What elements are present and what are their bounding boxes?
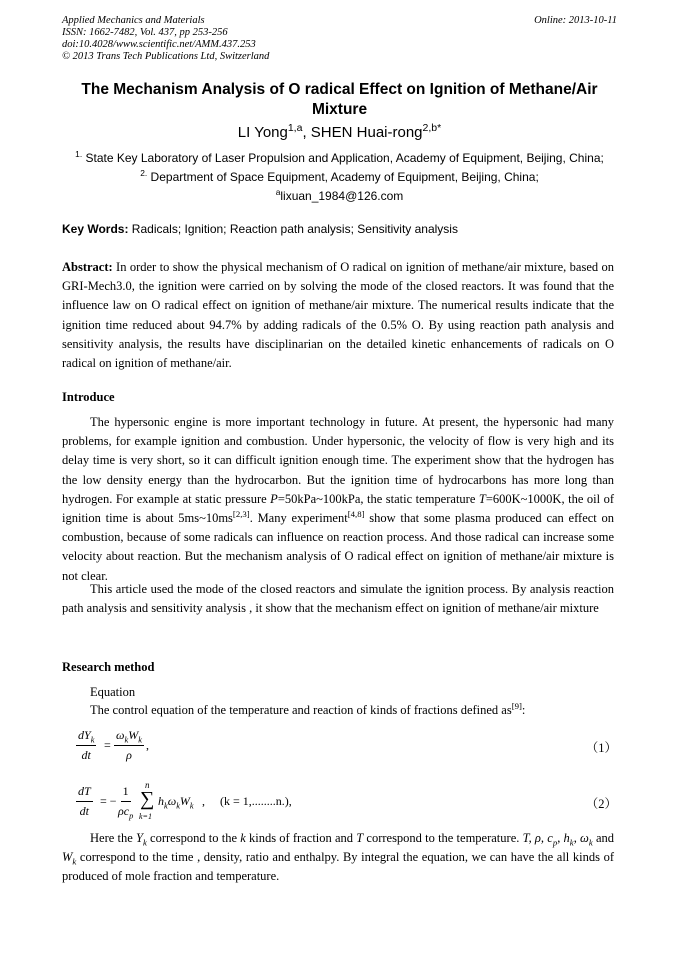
author-2-sup: 2,b* xyxy=(422,122,442,134)
eq2-h: h xyxy=(158,794,164,808)
m-p3-Ysub: k xyxy=(142,837,147,848)
m-p3-e: , xyxy=(557,831,564,845)
issn-line: ISSN: 1662-7482, Vol. 437, pp 253-256 xyxy=(62,27,228,38)
introduce-paragraph-1 xyxy=(62,413,614,586)
eq1-lhs-fraction xyxy=(76,728,96,763)
abstract xyxy=(62,258,614,373)
m-p3-cpsub: p xyxy=(552,837,558,848)
control-equation-text xyxy=(90,702,525,718)
email-mark: a xyxy=(275,187,281,197)
eq2-sum-symbol: ∑ xyxy=(140,788,155,810)
affiliation-1 xyxy=(62,151,617,166)
doi-line: doi:10.4028/www.scientific.net/AMM.437.253 xyxy=(62,39,256,50)
eq1-dY: dY xyxy=(78,728,91,742)
eq1-rho: ρ xyxy=(126,748,132,762)
m-p3-b: correspond to the xyxy=(146,831,241,845)
eq2-omega-sub: k xyxy=(176,801,180,811)
journal-header xyxy=(62,15,617,63)
abstract-text: In order to show the physical mechanism of O radical on ignition of methane/air mixture, based on GRI-Mech3.0, the ignition were carried on by solving the mode of the closed reactors. It was found that the influence law on O radical effect on ignition of methane/air mixture. The numerical results indicate that the ignition time reduced about 94.7% by adding radicals of the 0.5% O. By using reaction path analysis and sensitivity analysis, the results have disciplinarian on the detailed kinetic enhancements of radicals on O radical on ignition of methane/air. xyxy=(62,260,614,371)
author-separator: , xyxy=(302,124,311,141)
journal-name: Applied Mechanics and Materials xyxy=(62,15,205,26)
keywords-text: Radicals; Ignition; Reaction path analysis; Sensitivity analysis xyxy=(128,222,458,236)
eq2-dt: dt xyxy=(79,804,90,818)
author-2-name: SHEN Huai-rong xyxy=(310,124,423,141)
m-p3-a: Here the xyxy=(90,831,136,845)
intro-p1-text-d: . Many experiment xyxy=(249,511,348,526)
m-p3-vars: T, ρ, c xyxy=(522,831,553,845)
affiliation-2-text: Department of Space Equipment, Academy of Equipment, Beijing, China; xyxy=(147,170,539,184)
keywords xyxy=(62,222,617,237)
m-p3-k: k xyxy=(240,831,246,845)
eq2-omega: ω xyxy=(167,794,177,808)
eq1-rhs-fraction xyxy=(114,728,144,763)
eq1-W: W xyxy=(128,728,139,742)
intro-p1-var-t: T xyxy=(478,491,486,506)
email-address: lixuan_1984@126.com xyxy=(280,189,404,203)
introduce-paragraph-2: This article used the mode of the closed reactors and simulate the ignition process. By analysis reaction path analysis and sensitivity analysis , it show that the mechanism effect on ignition of methane/air mixture xyxy=(62,582,614,616)
intro-p1-text-e: show that some plasma produced can effect on combustion, because of some radicals can influence on reaction process. And those radical can increase some velocity about reaction. But the mechanism analysis of O radical effect on ignition of methane/air mixture is not clear. xyxy=(62,511,615,583)
intro-p1-text-a: The hypersonic engine is more important technology in future. At present, the hypersonic had many problems, for example ignition and combustion. Under hypersonic, the velocity of flow is very high and its delay time is very short, so it can difficult ignition enough time. The experiment show that the hydrogen has the low density energy than the hydrocarbon. But the ignition time of hydrocarbons has more long than hydrogen. For example at static pressure xyxy=(62,415,614,506)
equation-2 xyxy=(62,780,617,830)
eq1-equals: = xyxy=(104,738,111,752)
eq2-equals: = − xyxy=(100,794,117,808)
author-1-sup: 1,a xyxy=(287,122,303,134)
eq1-comma: , xyxy=(146,738,149,752)
author-line xyxy=(62,124,617,142)
equation-1-number: （1） xyxy=(585,741,617,755)
affiliation-2 xyxy=(62,170,617,185)
eq2-W: W xyxy=(179,794,190,808)
affiliation-1-mark: 1. xyxy=(75,149,83,159)
eq1-omega: ω xyxy=(116,728,125,742)
eq2-body xyxy=(158,794,194,809)
eq2-W-sub: k xyxy=(189,801,194,811)
affiliation-2-mark: 2. xyxy=(140,168,148,178)
citation-ref: [9] xyxy=(511,700,522,711)
email-line xyxy=(62,189,617,204)
citation-ref: [4,8] xyxy=(347,508,365,519)
m-p3-f: , xyxy=(573,831,581,845)
keywords-label: Key Words: xyxy=(62,222,129,236)
equation-1 xyxy=(62,726,617,776)
eq2-lhs-fraction xyxy=(76,784,93,819)
equation-2-number: （2） xyxy=(585,797,617,811)
paper-title: The Mechanism Analysis of O radical Effect on Ignition of Methane/Air Mixture xyxy=(81,81,598,118)
eq2-sum-top: n xyxy=(145,780,150,790)
copyright-line: © 2013 Trans Tech Publications Ltd, Switzerland xyxy=(62,51,270,62)
eq1-dY-sub: k xyxy=(90,735,95,745)
affiliation-1-text: State Key Laboratory of Laser Propulsion and Application, Academy of Equipment, Beijing, China; xyxy=(82,151,604,165)
control-text: The control equation of the temperature and reaction of kinds of fractions defined as xyxy=(90,703,512,717)
equation-label: Equation xyxy=(90,685,136,699)
eq2-one: 1 xyxy=(121,784,131,802)
m-p3-hsub: k xyxy=(569,837,574,848)
author-1-name: LI Yong xyxy=(237,124,288,141)
eq2-c-sub: p xyxy=(129,811,134,821)
eq1-W-sub: k xyxy=(138,735,142,745)
m-p3-h2: correspond to the time , density, ratio and enthalpy. By integral the equation, we can have the all kinds of produced of mole fraction and temperature. xyxy=(62,850,614,884)
eq2-coef-fraction xyxy=(118,784,133,819)
m-p3-d: correspond to the temperature. xyxy=(363,831,523,845)
intro-p1-text-c: =600K~1000K, the oil of ignition time is about 5ms~10ms xyxy=(62,491,615,526)
section-heading-research-method: Research method xyxy=(62,660,155,674)
eq1-dt: dt xyxy=(81,748,91,762)
eq2-rho-c: ρc xyxy=(118,804,130,818)
m-p3-Wsub: k xyxy=(72,856,77,867)
abstract-label: Abstract: xyxy=(62,260,113,274)
citation-ref: [2,3] xyxy=(232,508,250,519)
intro-p1-text-b: =50kPa~100kPa, the static temperature xyxy=(277,491,479,506)
m-p3-T: T xyxy=(356,831,364,845)
control-end: : xyxy=(521,703,526,717)
intro-p1-var-p: P xyxy=(270,491,278,506)
method-paragraph xyxy=(62,829,614,887)
m-p3-g: and xyxy=(592,831,615,845)
eq2-h-sub: k xyxy=(164,801,168,811)
m-p3-h: h xyxy=(563,831,570,845)
eq2-sum-bottom: k=1 xyxy=(139,812,152,821)
eq2-tail: , (k = 1,........n.), xyxy=(202,794,292,808)
m-p3-W: W xyxy=(62,850,73,865)
m-p3-Y: Y xyxy=(135,831,143,845)
eq1-omega-sub: k xyxy=(124,735,129,745)
m-p3-omega: ω xyxy=(580,831,589,845)
eq2-dT: dT xyxy=(76,784,93,802)
online-date: Online: 2013-10-11 xyxy=(534,15,617,26)
m-p3-omegasub: k xyxy=(588,837,593,848)
m-p3-c: kinds of fraction and xyxy=(245,831,357,845)
section-heading-introduce: Introduce xyxy=(62,390,115,404)
